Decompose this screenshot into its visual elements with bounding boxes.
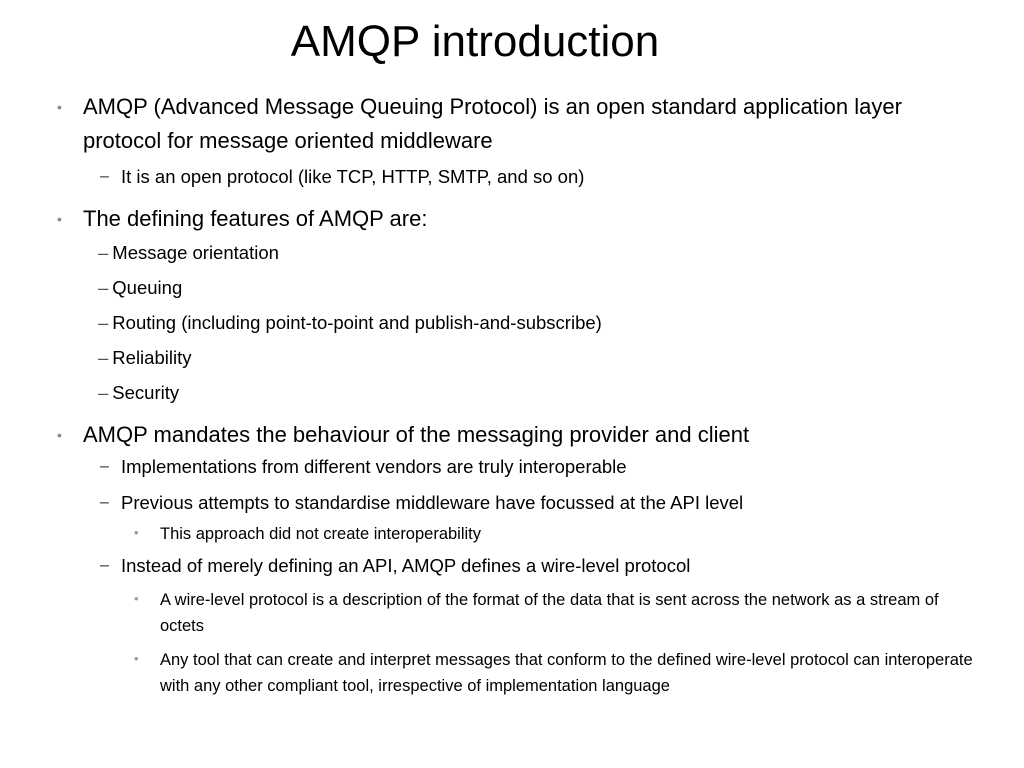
- slide-content: [0, 90, 1024, 699]
- feature-item: [98, 240, 958, 266]
- sub-sub-bullet-item: [134, 587, 980, 639]
- dash-marker-icon: –: [98, 242, 109, 263]
- dash-marker-icon: −: [99, 492, 110, 513]
- sub-bullet-item: [99, 553, 981, 579]
- bullet-marker-icon: •: [134, 591, 139, 606]
- bullet-marker-icon: •: [57, 211, 62, 227]
- sub-sub-bullet-text: Any tool that can create and interpret messages that conform to the defined wire-level protocol can interoperate with any other compliant tool, irrespective of implementation language: [160, 651, 973, 695]
- dash-marker-icon: −: [99, 456, 110, 477]
- bullet-item: [57, 418, 983, 452]
- sub-bullet-text: Previous attempts to standardise middleware have focussed at the API level: [121, 492, 744, 513]
- dash-marker-icon: −: [99, 166, 110, 187]
- dash-marker-icon: –: [98, 277, 109, 298]
- sub-bullet-text: Implementations from different vendors are truly interoperable: [121, 456, 627, 477]
- feature-text: Security: [112, 382, 180, 403]
- feature-item: [98, 380, 958, 406]
- sub-bullet-item: [99, 164, 981, 190]
- bullet-text: AMQP (Advanced Message Queuing Protocol) is an open standard application layer protocol for message oriented middleware: [83, 94, 902, 153]
- bullet-item: [57, 90, 983, 158]
- dash-marker-icon: −: [99, 555, 110, 576]
- bullet-marker-icon: •: [134, 525, 139, 540]
- sub-bullet-text: It is an open protocol (like TCP, HTTP, SMTP, and so on): [121, 166, 585, 187]
- bullet-marker-icon: •: [134, 651, 139, 666]
- dash-marker-icon: –: [98, 312, 109, 333]
- sub-sub-bullet-item: [134, 647, 980, 699]
- sub-sub-bullet-item: [134, 521, 980, 547]
- slide-title: AMQP introduction: [290, 17, 660, 66]
- feature-text: Reliability: [112, 347, 192, 368]
- feature-item: [98, 310, 958, 336]
- sub-sub-bullet-text: A wire-level protocol is a description of the format of the data that is sent across the network as a stream of octets: [160, 591, 939, 635]
- feature-text: Message orientation: [112, 242, 279, 263]
- feature-text: Routing (including point-to-point and publish-and-subscribe): [112, 312, 602, 333]
- sub-bullet-text: Instead of merely defining an API, AMQP defines a wire-level protocol: [121, 555, 691, 576]
- dash-marker-icon: –: [98, 382, 109, 403]
- sub-sub-bullet-text: This approach did not create interoperability: [160, 525, 482, 543]
- feature-item: [98, 275, 958, 301]
- sub-bullet-item: [99, 454, 981, 480]
- feature-text: Queuing: [112, 277, 183, 298]
- feature-item: [98, 345, 958, 371]
- bullet-marker-icon: •: [57, 427, 62, 443]
- bullet-text: The defining features of AMQP are:: [83, 206, 428, 231]
- bullet-marker-icon: •: [57, 99, 62, 115]
- bullet-text: AMQP mandates the behaviour of the messaging provider and client: [83, 422, 750, 447]
- bullet-item: [57, 202, 983, 236]
- dash-marker-icon: –: [98, 347, 109, 368]
- sub-bullet-item: [99, 490, 981, 516]
